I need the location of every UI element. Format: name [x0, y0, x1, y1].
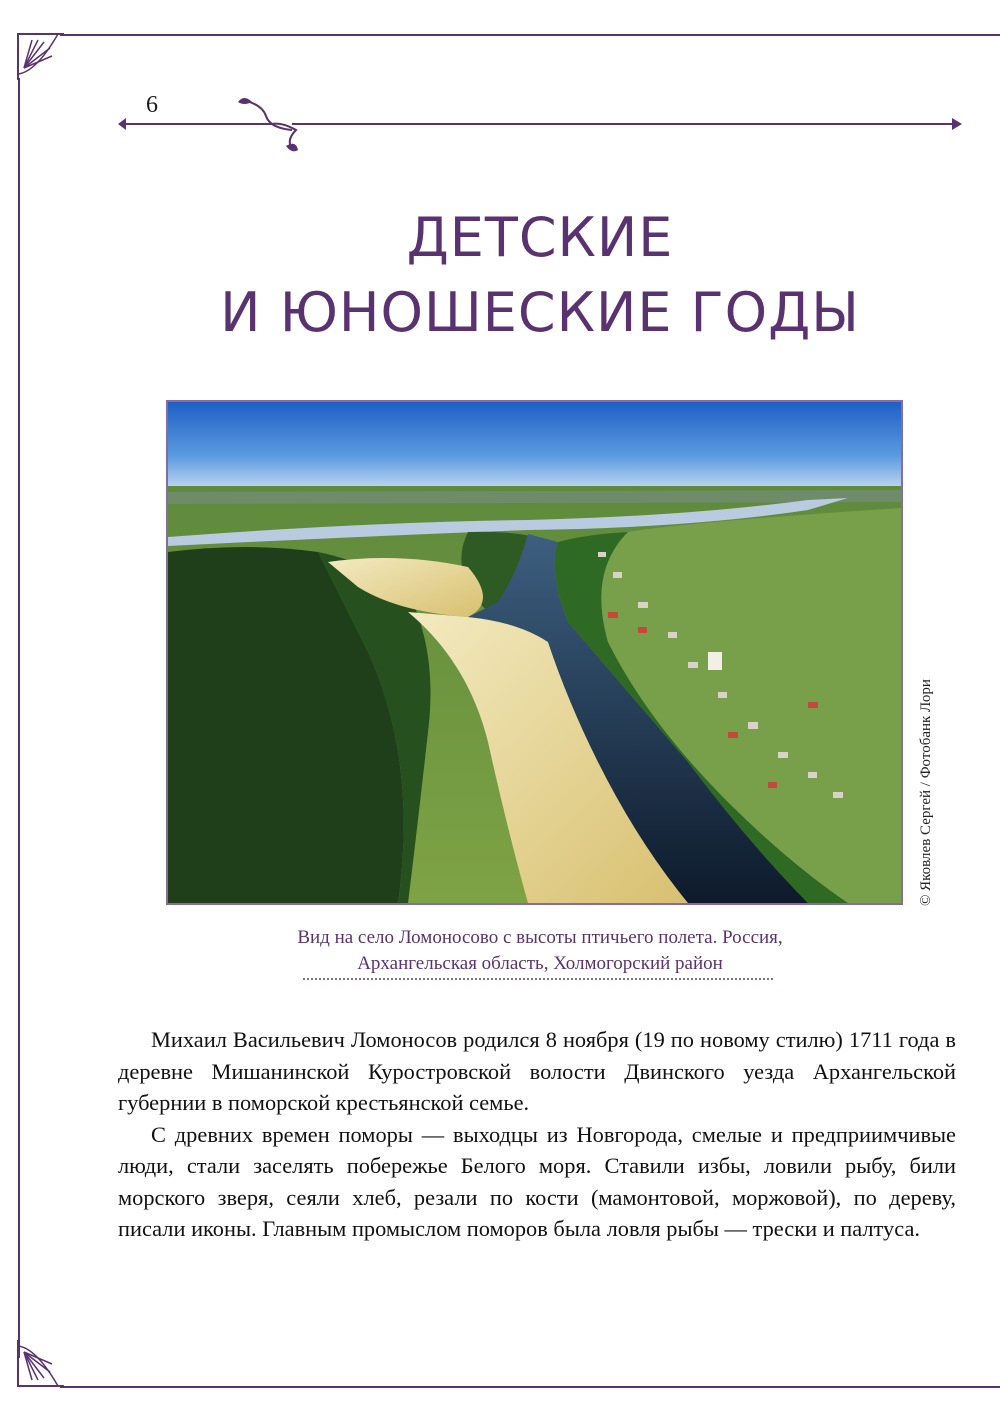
photo-caption-line2: Архангельская область, Холмогорский район — [357, 953, 723, 974]
body-text — [118, 1024, 956, 1245]
chapter-title-line1: ДЕТСКИЕ — [406, 206, 674, 269]
corner-ornament-top-icon — [16, 32, 66, 82]
paragraph-1: Михаил Васильевич Ломоносов родился 8 ноября (19 по новому стилю) 1711 года в деревне Мишанинской Куростровской волости Двинского уезда Архангельской губернии в поморской крестьянской семье. — [118, 1027, 956, 1115]
frame-bottom-line — [60, 1386, 1000, 1388]
photo-credit: © Яковлев Сергей / Фотобанк Лори — [918, 679, 934, 906]
page-number: 6 — [146, 92, 158, 118]
chapter-title-line2: И ЮНОШЕСКИЕ ГОДЫ — [220, 281, 860, 344]
corner-ornament-bottom-icon — [16, 1338, 66, 1388]
aerial-landscape-image — [168, 402, 901, 903]
frame-top-line — [60, 34, 1000, 36]
photo-caption — [230, 925, 850, 977]
header-ornament-rule — [116, 94, 964, 156]
photo-caption-line1: Вид на село Ломоносово с высоты птичьего полета. Россия, — [297, 927, 783, 948]
chapter-title — [0, 200, 1000, 350]
aerial-photo — [166, 400, 903, 905]
paragraph-2: С древних времен поморы — выходцы из Новгорода, смелые и предприимчивые люди, стали заселять побережье Белого моря. Ставили избы, ловили рыбу, били морского зверя, сеяли хлеб, резали по кости (мамонтовой, моржовой), по дереву, писали иконы. Главным промыслом поморов была ловля рыбы — трески и палтуса. — [118, 1121, 956, 1241]
caption-dotted-rule — [303, 978, 773, 980]
